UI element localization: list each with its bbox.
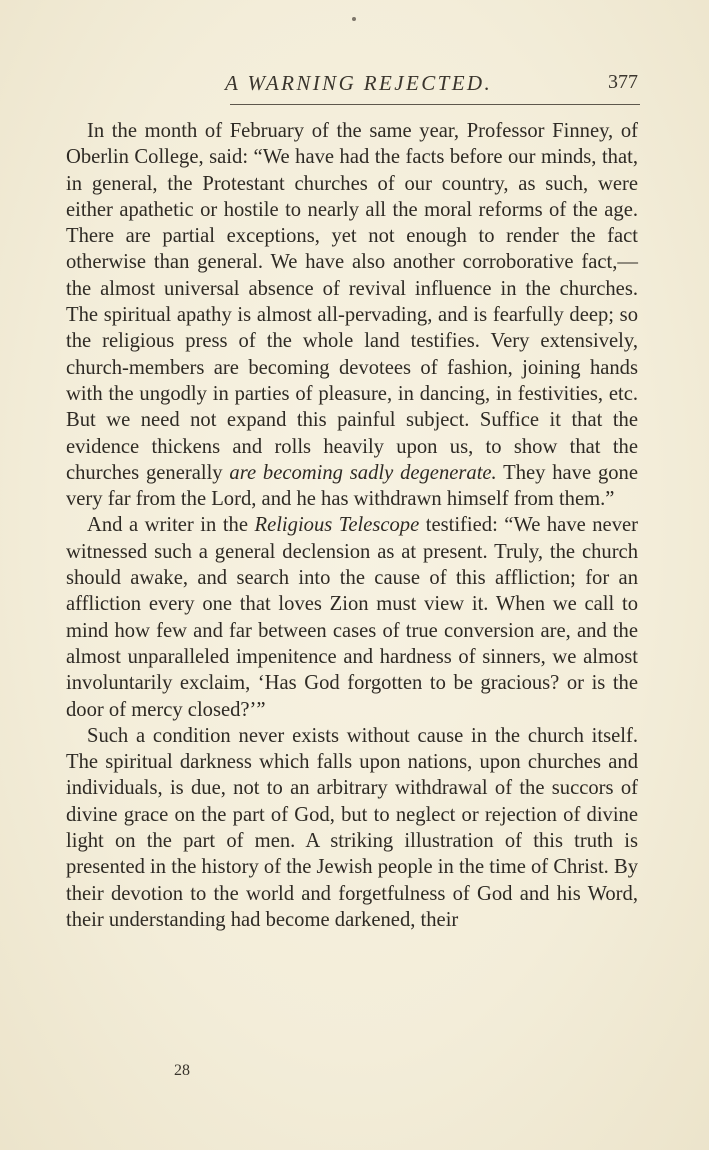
italic-emphasis: are becoming sadly degenerate. (229, 461, 497, 484)
paragraph-text: testified: “We have never witnessed such a general declension as at present. Truly, the church should awake, and search into the cause of this affliction; for an affliction every one that loves Zion must view it. When we call to mind how few and far between cases of true conversion are, and the almost unparalleled impenitence and hardness of sinners, we almost involuntarily exclaim, ‘Has God forgotten to be gracious? or is the door of mercy closed?’” (66, 514, 638, 721)
signature-mark: 28 (174, 1062, 190, 1079)
paragraph-text: And a writer in the (87, 514, 255, 537)
body-text (66, 118, 638, 933)
running-title: A WARNING REJECTED. (225, 71, 493, 95)
paragraph-telescope-quote (66, 512, 638, 722)
ink-dot (352, 17, 356, 21)
paragraph-text: Such a condition never exists without cause in the church itself. The spiritual darkness which falls upon nations, upon churches and individuals, is due, not to an arbitrary withdrawal of the succors of divine grace on the part of God, but to neglect or rejection of divine light on the part of men. A striking illustration of this truth is presented in the history of the Jewish people in the time of Christ. By their devotion to the world and forgetfulness of God and his Word, their understanding had become darkened, their (66, 724, 638, 931)
paragraph-text: In the month of February of the same year, Professor Finney, of Oberlin College, said: “We have had the facts before our minds, that, in general, the Protestant churches of our country, as such, were either apathetic or hostile to nearly all the moral reforms of the age. There are partial exceptions, yet not enough to render the fact otherwise than general. We have also another corroborative fact,—the almost universal absence of revival influence in the churches. The spiritual apathy is almost all-pervading, and is fearfully deep; so the religious press of the whole land testifies. Very extensively, church-members are becoming devotees of fashion, joining hands with the ungodly in parties of pleasure, in dancing, in festivities, etc. But we need not expand this painful subject. Suffice it that the evidence thickens and rolls heavily upon us, to show that the churches generally (66, 120, 638, 484)
paragraph-condition (66, 723, 638, 933)
page-header (100, 70, 640, 100)
periodical-title: Religious Telescope (254, 514, 420, 537)
paragraph-finney-quote (66, 118, 638, 512)
paragraph-text: They have gone very far from the Lord, and he has withdrawn himself from them.” (66, 461, 638, 511)
page-number: 377 (608, 71, 638, 93)
header-rule (230, 104, 640, 105)
